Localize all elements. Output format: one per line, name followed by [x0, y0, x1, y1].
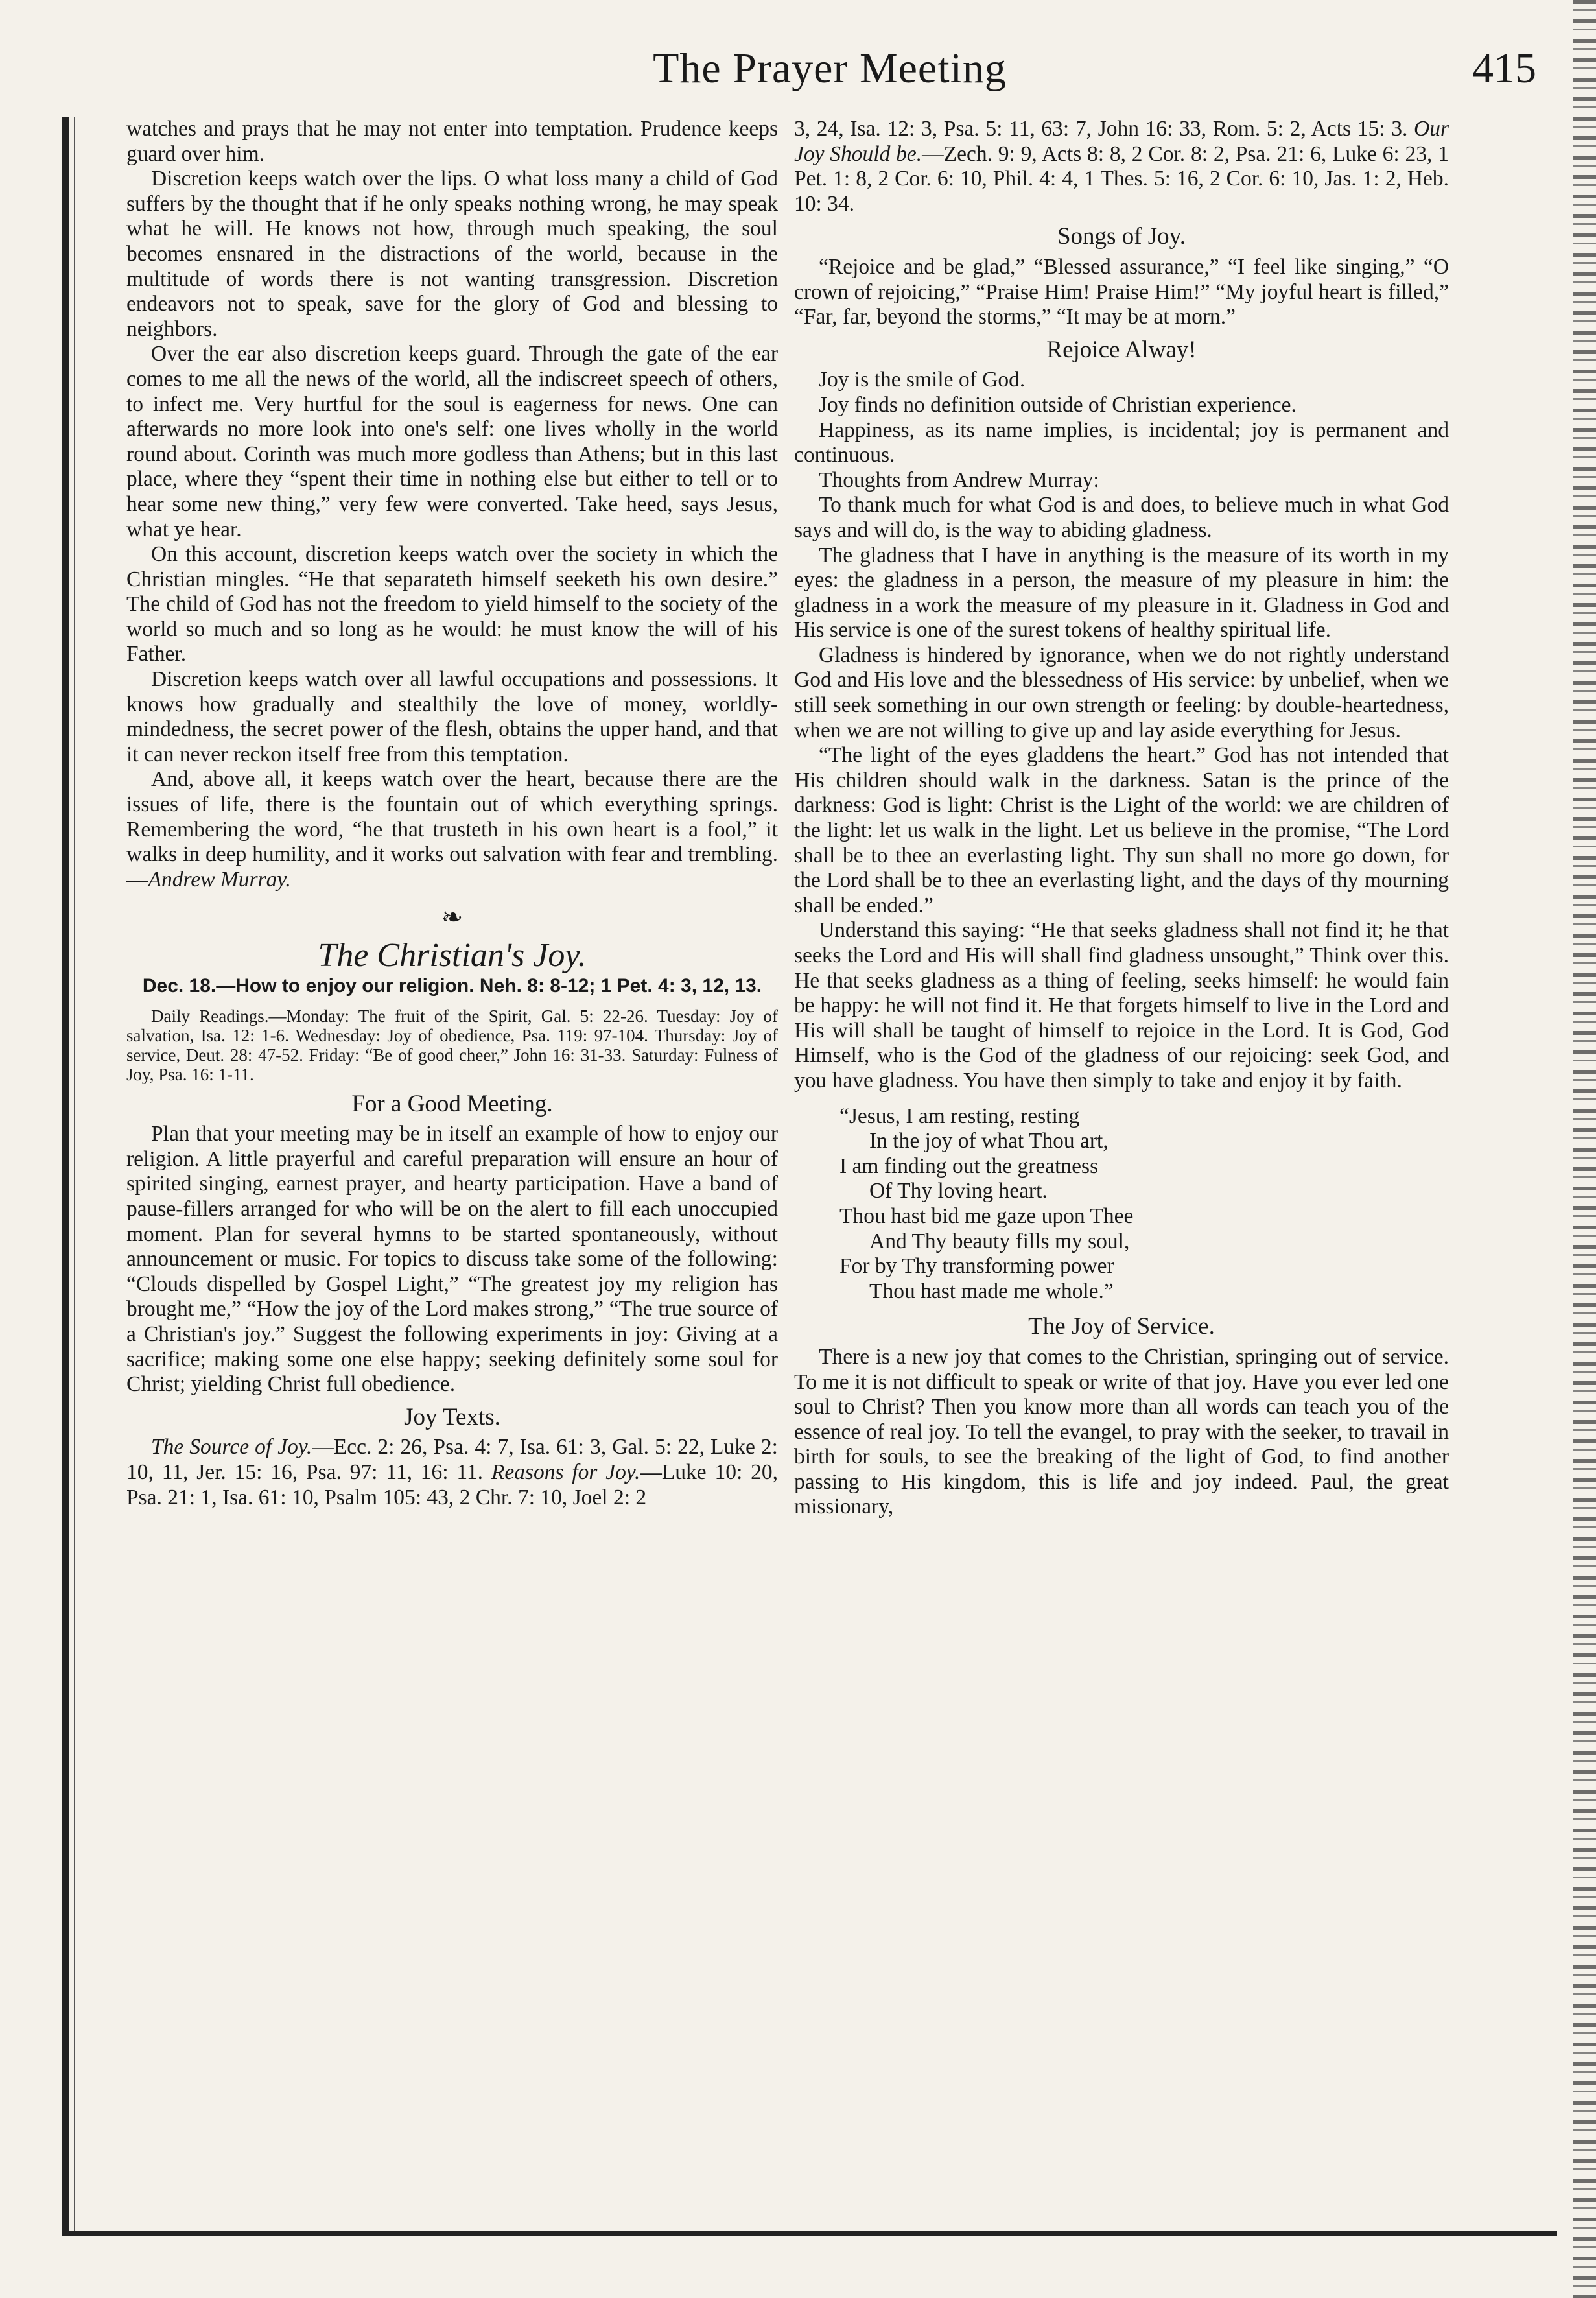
paragraph: Thoughts from Andrew Murray:: [819, 468, 1099, 492]
texts-label: Our Joy Should be.: [794, 117, 1449, 166]
poem-line: And Thy beauty fills my soul,: [869, 1229, 1130, 1253]
texts-references: —Ecc. 2: 26, Psa. 4: 7, Isa. 61: 3, Gal. 5: 22, Luke 2: 10, 11, Jer. 15: 16, Psa. 97: 11, 16: 11.: [126, 1435, 778, 1484]
poem: [839, 1104, 1449, 1305]
attribution: Andrew Murray.: [148, 867, 291, 892]
daily-readings: Daily Readings.—Monday: The fruit of the Spirit, Gal. 5: 22-26. Tuesday: Joy of salvation, Isa. 12: 1-6. Wednesday: Joy of obedience, Psa. 119: 97-104. Thursday: Joy of service, Deut. 28: 47-52. Friday: “Be of good cheer,” John 16: 31-33. Saturday: Fulness of Joy, Psa. 16: 1-11.: [126, 1006, 778, 1084]
paragraph: watches and prays that he may not enter into temptation. Prudence keeps guard over him.: [126, 117, 778, 166]
lesson-reference: Dec. 18.—How to enjoy our religion. Neh. 8: 8-12; 1 Pet. 4: 3, 12, 13.: [142, 975, 762, 997]
paragraph: Gladness is hindered by ignorance, when we do not rightly understand God and His love and the blessedness of His service: by unbelief, when we still seek something in our own strength or feeling: by double-heartedness, when we are not willing to give up and lay aside everything for Jesus.: [794, 643, 1449, 742]
subheading: For a Good Meeting.: [351, 1090, 553, 1117]
poem-line: Thou hast made me whole.”: [869, 1279, 1114, 1303]
subheading: Songs of Joy.: [1057, 223, 1186, 250]
right-column: [794, 117, 1449, 1520]
page-header: [117, 38, 1543, 109]
paragraph: Joy is the smile of God.: [819, 368, 1026, 392]
paragraph: Understand this saying: “He that seeks gladness shall not find it; he that seeks the Lord and His will shall find gladness unsought,” Think over this. He that seeks gladness as a thing of feeling, seeks himself: he would fain be happy: he will not find it. He that forgets himself to live in the Lord and His will shall be taught of himself to rejoice in the Lord. It is God, God Himself, who is the God of the gladness of our rejoicing: seek God, and you have gladness. You have then simply to take and enjoy it by faith.: [794, 918, 1449, 1093]
section-title: The Christian's Joy.: [318, 937, 587, 974]
page-number: 415: [1472, 45, 1536, 92]
poem-line: I am finding out the greatness: [839, 1154, 1099, 1178]
paragraph-text: And, above all, it keeps watch over the heart, because there are the issues of life, there is the fountain out of which everything springs. Remembering the word, “he that trusteth in his own heart is a fool,” it walks in deep humility, and it works out salvation with fear and trembling.—: [126, 767, 778, 892]
paragraph: Over the ear also discretion keeps guard. Through the gate of the ear comes to me all the news of the world, all the indiscreet speech of others, to infect me. Very hurtful for the soul is eagerness for news. One can afterwards no more look into one's self: one lives wholly in the world round about. Corinth was much more godless than Athens; but in this last place, where they “spent their time in nothing else but either to tell or to hear some new thing,” very few were converted. Take heed, says Jesus, what ye hear.: [126, 342, 778, 541]
poem-line: In the joy of what Thou art,: [869, 1129, 1109, 1154]
paragraph: [794, 117, 1449, 217]
subheading: The Joy of Service.: [1028, 1313, 1215, 1340]
paragraph: Discretion keeps watch over all lawful occupations and possessions. It knows how gradually and stealthily the love of money, worldly-mindedness, the secret power of the flesh, obtains the upper hand, and that it can never reckon itself free from this temptation.: [126, 667, 778, 766]
poem-line: Of Thy loving heart.: [869, 1179, 1048, 1203]
left-column: [126, 117, 778, 1510]
texts-label: Reasons for Joy.: [491, 1460, 640, 1484]
paragraph: There is a new joy that comes to the Christian, springing out of service. To me it is not difficult to speak or write of that joy. Have you ever led one soul to Christ? Then you know more than all words can teach you of the essence of real joy. To tell the evangel, to pray with the seeker, to travail in birth for souls, to see the breaking of the light of God, to find another passing to His kingdom, this is life and joy indeed. Paul, the great missionary,: [794, 1344, 1449, 1519]
texts-label: The Source of Joy.: [151, 1435, 312, 1460]
poem-line: For by Thy transforming power: [839, 1254, 1114, 1279]
paragraph: To thank much for what God is and does, to believe much in what God says and will do, is the way to abiding gladness.: [794, 493, 1449, 542]
paragraph: [126, 767, 778, 892]
left-border-rule: [62, 117, 69, 2231]
left-border-thin-rule: [74, 117, 75, 2231]
paragraph: Discretion keeps watch over the lips. O what loss many a child of God suffers by the thought that if he only speaks nothing wrong, he may speak what he will. He knows not how, through much speaking, the soul becomes ensnared in the distractions of the world, because in the multitude of words there is not wanting transgression. Discretion endeavors not to speak, save for the glory of God and blessing to neighbors.: [126, 167, 778, 341]
paragraph: Plan that your meeting may be in itself an example of how to enjoy our religion. A little prayerful and careful preparation will ensure an hour of spirited singing, earnest prayer, and hearty participation. Have a band of pause-fillers arranged for who will be on the alert to fill each unoccupied moment. Plan for several hymns to be started spontaneously, without announcement or music. For topics to discuss take some of the following: “Clouds dispelled by Gospel Light,” “The greatest joy my religion has brought me,” “How the joy of the Lord makes strong,” “The true source of a Christian's joy.” Suggest the following experiments in joy: Giving at a sacrifice; making some one else happy; seeking definitely some soul for Christ; yielding Christ full obedience.: [126, 1122, 778, 1397]
page-edge-shadow: [1573, 0, 1596, 2298]
bottom-border-rule: [62, 2231, 1557, 2236]
paragraph: “Rejoice and be glad,” “Blessed assurance,” “I feel like singing,” “O crown of rejoicing,” “Praise Him! Praise Him!” “My joyful heart is filled,” “Far, far, beyond the storms,” “It may be at morn.”: [794, 254, 1449, 329]
paragraph: Joy finds no definition outside of Christian experience.: [819, 392, 1297, 417]
paragraph: “The light of the eyes gladdens the heart.” God has not intended that His children should walk in the darkness. Satan is the prince of the darkness: God is light: Christ is the Light of the world: we are children of the light: let us walk in the light. Let us believe in the promise, “The Lord shall be to thee an everlasting light. Thy sun shall no more go down, for the Lord shall be to thee an everlasting light, and the days of thy mourning shall be ended.”: [794, 743, 1449, 918]
texts-references: 3, 24, Isa. 12: 3, Psa. 5: 11, 63: 7, John 16: 33, Rom. 5: 2, Acts 15: 3.: [794, 117, 1414, 141]
paragraph: On this account, discretion keeps watch over the society in which the Christian mingles. “He that separateth himself seeketh his own desire.” The child of God has not the freedom to yield himself to the society of the world so much and so long as he would: he must know the will of his Father.: [126, 542, 778, 667]
ornament-icon: ❧: [441, 903, 464, 932]
paragraph: The gladness that I have in anything is the measure of its worth in my eyes: the gladness in a person, the measure of my pleasure in him: the gladness in a work the measure of my pleasure in it. Gladness in God and His service is one of the surest tokens of healthy spiritual life.: [794, 543, 1449, 643]
texts-references: —Luke 10: 20, Psa. 21: 1, Isa. 61: 10, Psalm 105: 43, 2 Chr. 7: 10, Joel 2: 2: [126, 1460, 779, 1510]
subheading: Joy Texts.: [404, 1403, 500, 1430]
texts-references: —Zech. 9: 9, Acts 8: 8, 2 Cor. 8: 2, Psa. 21: 6, Luke 6: 23, 1 Pet. 1: 8, 2 Cor. 6: 10, Phil. 4: 4, 1 Thes. 5: 16, 2 Cor. 6: 10, Jas. 1: 2, Heb. 10: 34.: [794, 141, 1449, 216]
subheading: Rejoice Alway!: [1046, 336, 1197, 363]
paragraph: [126, 1435, 778, 1510]
running-title: The Prayer Meeting: [653, 45, 1007, 92]
poem-line: “Jesus, I am resting, resting: [839, 1104, 1080, 1128]
paragraph: Happiness, as its name implies, is incidental; joy is permanent and continuous.: [794, 418, 1449, 468]
poem-line: Thou hast bid me gaze upon Thee: [839, 1203, 1134, 1228]
